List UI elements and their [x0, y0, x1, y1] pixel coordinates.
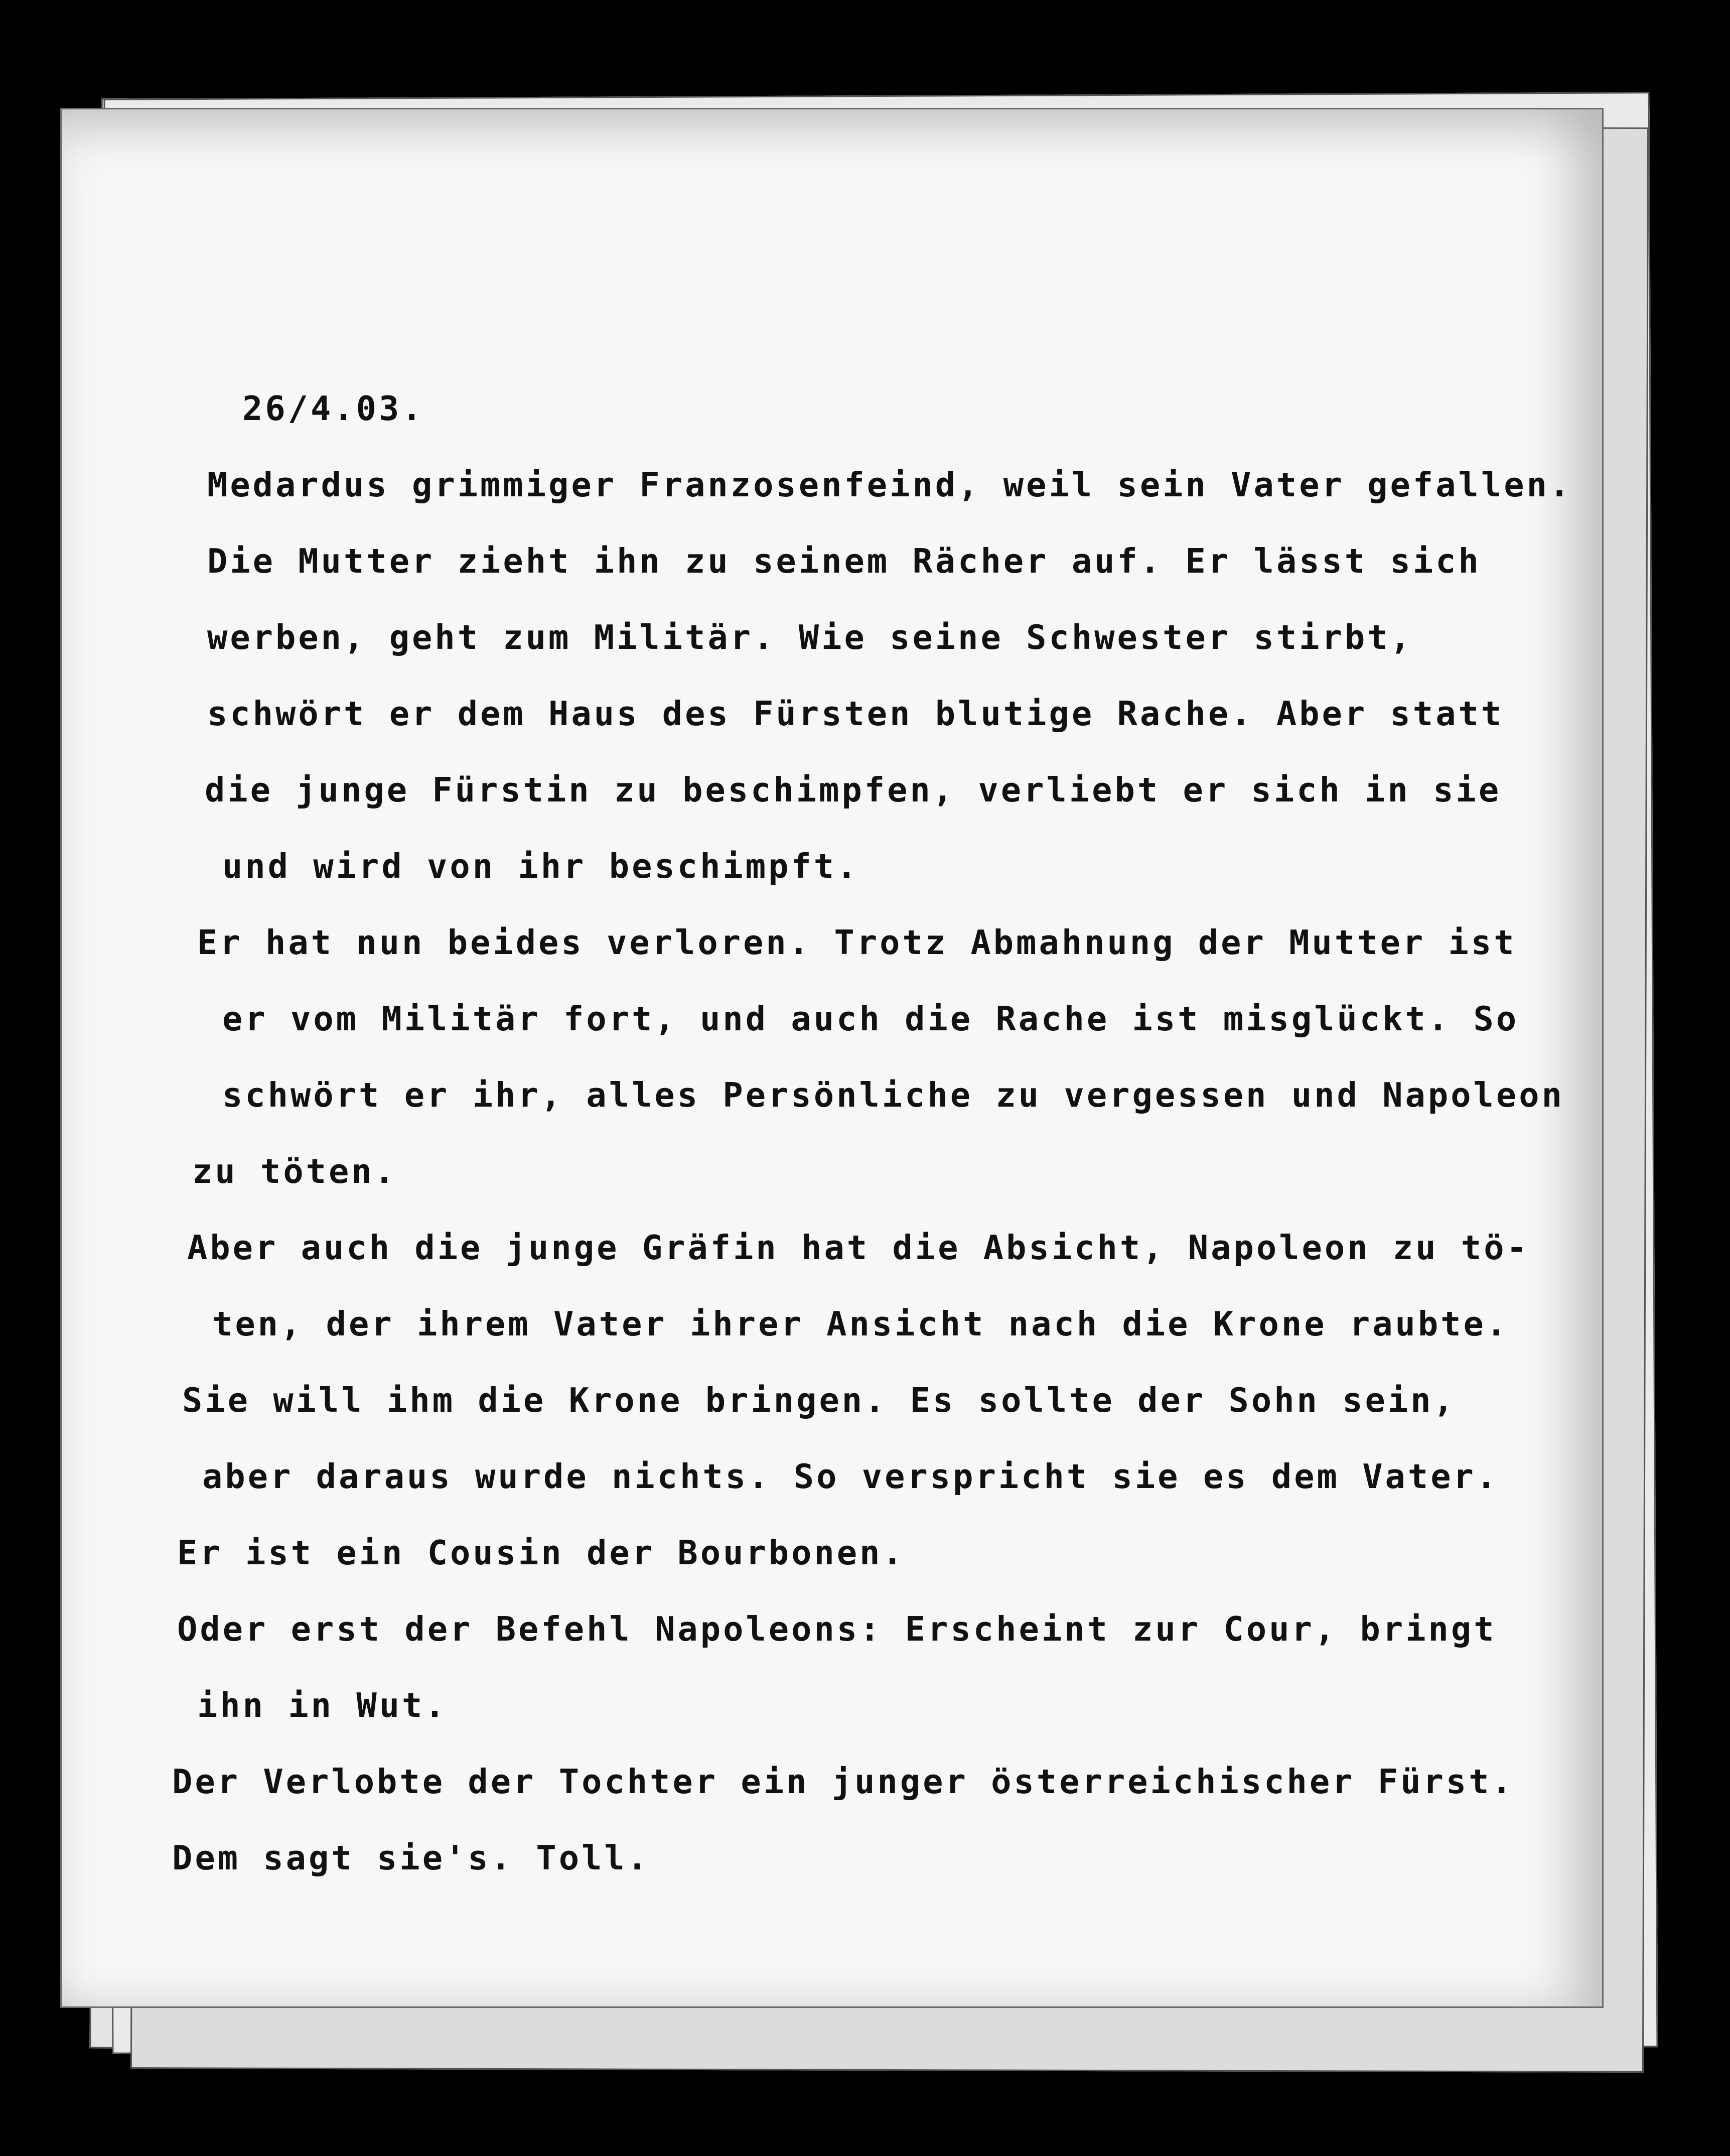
document-date: 26/4.03.	[242, 389, 424, 428]
text-line: und wird von ihr beschimpft.	[222, 847, 859, 886]
text-line: werben, geht zum Militär. Wie seine Schwester stirbt,	[207, 618, 1413, 657]
text-line: zu töten.	[192, 1152, 397, 1191]
typewritten-text	[172, 370, 1617, 1896]
text-line: Er ist ein Cousin der Bourbonen.	[177, 1533, 905, 1572]
text-line: ihn in Wut.	[197, 1686, 448, 1725]
text-line: aber daraus wurde nichts. So verspricht sie es dem Vater.	[202, 1457, 1499, 1496]
text-line: Medardus grimmiger Franzosenfeind, weil sein Vater gefallen.	[207, 465, 1572, 504]
text-line: Der Verlobte der Tochter ein junger österreichischer Fürst.	[172, 1762, 1514, 1801]
text-line: Sie will ihm die Krone bringen. Es sollte der Sohn sein,	[182, 1381, 1456, 1420]
text-line: Aber auch die junge Gräfin hat die Absicht, Napoleon zu tö-	[187, 1228, 1529, 1267]
text-line: Die Mutter zieht ihn zu seinem Rächer auf. Er lässt sich	[207, 542, 1481, 581]
text-line: Dem sagt sie's. Toll.	[172, 1838, 650, 1877]
text-line: die junge Fürstin zu beschimpfen, verliebt er sich in sie	[205, 770, 1502, 810]
text-line: schwört er dem Haus des Fürsten blutige Rache. Aber statt	[207, 694, 1504, 733]
text-line: Oder erst der Befehl Napoleons: Erscheint zur Cour, bringt	[177, 1609, 1497, 1649]
text-line: schwört er ihr, alles Persönliche zu vergessen und Napoleon	[222, 1075, 1564, 1115]
text-line: Er hat nun beides verloren. Trotz Abmahnung der Mutter ist	[197, 923, 1517, 962]
document-page	[60, 108, 1604, 2008]
text-line: ten, der ihrem Vater ihrer Ansicht nach die Krone raubte.	[212, 1304, 1509, 1343]
text-line: er vom Militär fort, und auch die Rache ist misglückt. So	[222, 999, 1519, 1038]
